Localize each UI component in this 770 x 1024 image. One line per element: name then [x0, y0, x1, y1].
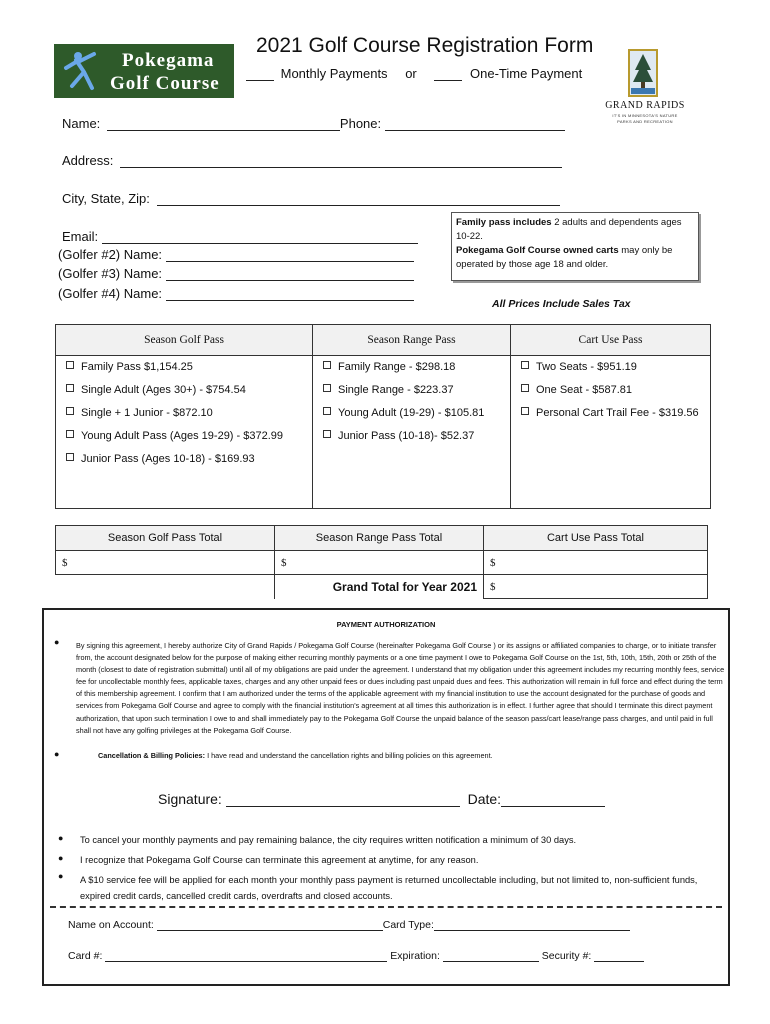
- range-total-header: Season Range Pass Total: [275, 526, 484, 551]
- policy-notes: [80, 832, 720, 908]
- bullet-icon: ●: [54, 637, 60, 647]
- grand-total-input[interactable]: $: [484, 575, 708, 599]
- expiration-input[interactable]: [443, 949, 539, 962]
- cart-info-bold: Pokegama Golf Course owned carts: [456, 245, 619, 256]
- dashed-divider: [50, 906, 722, 908]
- golf-total-input[interactable]: $: [56, 551, 275, 575]
- cart-pass-header: Cart Use Pass: [511, 325, 711, 356]
- name-on-account-input[interactable]: [157, 918, 383, 931]
- monthly-payment-blank[interactable]: [246, 80, 274, 81]
- range-option[interactable]: Junior Pass (10-18)- $52.37: [313, 425, 510, 448]
- name-row: [62, 116, 565, 131]
- note-item: I recognize that Pokegama Golf Course can terminate this agreement at anytime, for any reason.: [80, 855, 479, 865]
- bullet-icon: ●: [58, 871, 64, 881]
- checkbox-icon[interactable]: [521, 361, 529, 369]
- bullet-icon: ●: [54, 749, 60, 759]
- card-row: [68, 949, 644, 962]
- date-input[interactable]: [501, 790, 605, 807]
- logo-text-line1: Pokegama: [122, 50, 215, 71]
- security-label: Security #:: [541, 950, 592, 962]
- cancellation-policy: [98, 751, 493, 760]
- bullet-icon: ●: [58, 833, 64, 843]
- checkbox-icon[interactable]: [323, 407, 331, 415]
- email-label: Email:: [62, 229, 99, 244]
- or-label: or: [405, 66, 417, 81]
- golf-option[interactable]: Single Adult (Ages 30+) - $754.54: [56, 379, 312, 402]
- grand-rapids-logo: [604, 48, 686, 128]
- range-pass-options: [313, 356, 511, 509]
- golfer-icon: [58, 48, 104, 94]
- pass-selection-table: [55, 324, 711, 509]
- phone-input[interactable]: [385, 116, 565, 131]
- golfer4-row: [58, 286, 414, 301]
- golfer3-label: (Golfer #3) Name:: [58, 266, 163, 281]
- golfer4-label: (Golfer #4) Name:: [58, 286, 163, 301]
- checkbox-icon[interactable]: [66, 361, 74, 369]
- cart-info-text: may only be operated by those age 18 and older.: [456, 245, 673, 270]
- golf-pass-header: Season Golf Pass: [56, 325, 313, 356]
- email-input[interactable]: [102, 229, 418, 244]
- checkbox-icon[interactable]: [66, 430, 74, 438]
- golfer2-label: (Golfer #2) Name:: [58, 247, 163, 262]
- authorization-heading: PAYMENT AUTHORIZATION: [336, 620, 436, 629]
- address-input[interactable]: [120, 153, 562, 168]
- security-input[interactable]: [594, 949, 644, 962]
- city-state-zip-input[interactable]: [157, 191, 560, 206]
- golf-pass-options: [56, 356, 313, 509]
- grand-rapids-tagline: IT'S IN MINNESOTA'S NATURE: [612, 113, 678, 118]
- note-item: A $10 service fee will be applied for each month your monthly pass payment is returned uncollectable including, but not limited to, non-sufficient funds, expired credit cards, cancelled credit cards, overdrafts and closed accounts.: [80, 875, 698, 901]
- range-pass-header: Season Range Pass: [313, 325, 511, 356]
- golfer2-row: [58, 247, 414, 262]
- authorization-text: By signing this agreement, I hereby authorize City of Grand Rapids / Pokegama Golf Course (hereinafter Pokegama Golf Course ) or its assigns or affiliated companies to charge, or to initiate transfer from, the account designated below for the purpose of making either recurring monthly payments or a one time payment I owe to Pokegama Golf Course on the 1st, 5th, 10th, 15th, 20th or 25th of the month (closest to date of registration submittal) until all of my obligations are paid under the agreement. I understand that my obligation under this agreement includes my recurring monthly fees, service fee for uncollectable monthly fees, applicable taxes, charges and any other unpaid fees or dues including past unpaid dues and fees. This authorization will remain in full force and effect during the term of this membership agreement. I confirm that I am authorized under the terms of the applicable agreement with my financial institution to use the account designated for the purchase of goods and services from Pokegama Golf Course and agree to comply with the financial institution's agreement at all times this authorization is in effect. I further agree that should I terminate this direct payment authorization, that upon such termination I owe to and shall immediately pay to the Pokegama Golf Course the unpaid balance of the season pass/cart lease/range pass charges, and until paid in full shall not have any golfing privileges at the Pokegama Golf Course.: [76, 641, 725, 735]
- checkbox-icon[interactable]: [323, 361, 331, 369]
- card-type-label: Card Type:: [382, 919, 434, 931]
- empty-cell: [56, 575, 275, 599]
- phone-label: Phone:: [339, 116, 382, 131]
- name-on-account-label: Name on Account:: [68, 919, 154, 931]
- family-info-bold: Family pass includes: [456, 217, 552, 228]
- golf-total-header: Season Golf Pass Total: [56, 526, 275, 551]
- card-number-input[interactable]: [105, 949, 387, 962]
- onetime-payment-label: One-Time Payment: [470, 66, 583, 81]
- city-state-zip-label: City, State, Zip:: [62, 191, 150, 206]
- checkbox-icon[interactable]: [66, 453, 74, 461]
- bullet-icon: ●: [58, 853, 64, 863]
- grand-total-label: Grand Total for Year 2021: [275, 575, 484, 599]
- payment-type-row: [246, 66, 582, 81]
- name-input[interactable]: [107, 116, 340, 131]
- card-number-label: Card #:: [68, 950, 103, 962]
- logo-text-line2: Golf Course: [110, 73, 220, 94]
- signature-input[interactable]: [226, 790, 460, 807]
- city-row: [62, 191, 560, 206]
- range-option[interactable]: Family Range - $298.18: [313, 356, 510, 379]
- range-total-input[interactable]: $: [275, 551, 484, 575]
- address-row: [62, 153, 562, 168]
- payment-authorization-box: [42, 608, 730, 986]
- golfer3-row: [58, 266, 414, 281]
- cancellation-policy-text: I have read and understand the cancellation rights and billing policies on this agreement.: [205, 751, 493, 760]
- checkbox-icon[interactable]: [323, 430, 331, 438]
- sales-tax-note: All Prices Include Sales Tax: [492, 298, 631, 310]
- name-label: Name:: [62, 116, 101, 131]
- golfer4-input[interactable]: [166, 286, 414, 301]
- golf-option[interactable]: Young Adult Pass (Ages 19-29) - $372.99: [56, 425, 312, 448]
- form-title: 2021 Golf Course Registration Form: [256, 34, 594, 57]
- golf-option[interactable]: Family Pass $1,154.25: [56, 356, 312, 379]
- cart-pass-options: [511, 356, 711, 509]
- signature-label: Signature:: [158, 791, 222, 807]
- pass-info-box: [451, 212, 699, 281]
- monthly-payment-label: Monthly Payments: [280, 66, 388, 81]
- email-row: [62, 229, 418, 244]
- cart-option[interactable]: Two Seats - $951.19: [511, 356, 710, 379]
- golf-option[interactable]: Junior Pass (Ages 10-18) - $169.93: [56, 448, 312, 471]
- address-label: Address:: [62, 153, 114, 168]
- cart-total-input[interactable]: $: [484, 551, 708, 575]
- totals-table: [55, 525, 708, 599]
- note-item: To cancel your monthly payments and pay remaining balance, the city requires written notification a minimum of 30 days.: [80, 835, 577, 845]
- checkbox-icon[interactable]: [66, 407, 74, 415]
- tree-emblem-icon: [627, 48, 659, 100]
- family-info-text: 2 adults and dependents ages 10-22.: [456, 217, 682, 242]
- range-option[interactable]: Young Adult (19-29) - $105.81: [313, 402, 510, 425]
- checkbox-icon[interactable]: [521, 407, 529, 415]
- golf-option[interactable]: Single + 1 Junior - $872.10: [56, 402, 312, 425]
- account-row: [68, 918, 630, 931]
- grand-rapids-name: GRAND RAPIDS: [605, 100, 685, 111]
- cart-total-header: Cart Use Pass Total: [484, 526, 708, 551]
- range-option[interactable]: Single Range - $223.37: [313, 379, 510, 402]
- pokegama-logo: [54, 44, 234, 98]
- date-label: Date:: [467, 791, 502, 807]
- onetime-payment-blank[interactable]: [434, 80, 462, 81]
- checkbox-icon[interactable]: [323, 384, 331, 392]
- checkbox-icon[interactable]: [521, 384, 529, 392]
- golfer2-input[interactable]: [166, 247, 414, 262]
- cart-option[interactable]: One Seat - $587.81: [511, 379, 710, 402]
- cancellation-policy-bold: Cancellation & Billing Policies:: [98, 751, 206, 760]
- expiration-label: Expiration:: [390, 950, 440, 962]
- golfer3-input[interactable]: [166, 266, 414, 281]
- cart-option[interactable]: Personal Cart Trail Fee - $319.56: [511, 402, 710, 425]
- grand-rapids-dept: PARKS AND RECREATION: [617, 119, 673, 124]
- signature-row: [158, 790, 605, 807]
- card-type-input[interactable]: [434, 918, 630, 931]
- checkbox-icon[interactable]: [66, 384, 74, 392]
